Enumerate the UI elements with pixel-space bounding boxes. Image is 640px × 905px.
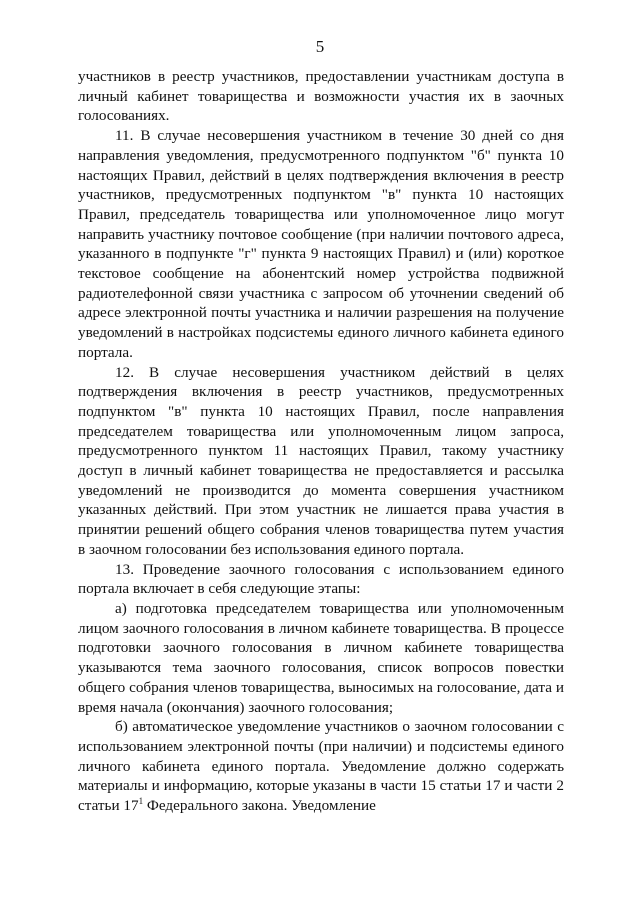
paragraph-12: 12. В случае несовершения участником действий в целях подтверждения включения в реестр участников, предусмотренных подпунктом "в" пункта 10 настоящих Правил, после направления председателем товарищества или уполномоченным лицом запроса, предусмотренного пунктом 11 настоящих Правил, такому участнику доступ в личный кабинет товарищества не предоставляется и рассылка уведомлений не производится до момента совершения участником указанных действий. При этом участник не лишается права участия в принятии решений общего собрания членов товарищества путем участия в заочном голосовании без использования единого портала. xyxy=(78,363,564,558)
paragraph-13b xyxy=(78,717,564,816)
paragraph-continuation: участников в реестр участников, предоставлении участникам доступа в личный кабинет товарищества и возможности участия их в заочных голосованиях. xyxy=(78,68,564,125)
paragraph-13a: а) подготовка председателем товарищества или уполномоченным лицом заочного голосования в личном кабинете товарищества. В процессе подготовки заочного голосования в личном кабинете товарищества указываются тема заочного голосования, список вопросов повестки общего собрания членов товарищества, выносимых на голосование, дата и время начала (окончания) заочного голосования; xyxy=(78,599,564,716)
paragraph-13b-text: б) автоматическое уведомление участников о заочном голосовании с использованием электронной почты (при наличии) и подсистемы единого личного кабинета единого портала. Уведомление должно содержать материалы и информацию, которые указаны в части 15 статьи 17 и части 2 статьи 17 xyxy=(78,718,564,815)
page-number: 5 xyxy=(315,37,325,56)
paragraph-11: 11. В случае несовершения участником в течение 30 дней со дня направления уведомления, предусмотренного подпунктом "б" пункта 10 настоящих Правил, действий в целях подтверждения включения в реестр участников, предусмотренных подпунктом "в" пункта 10 настоящих Правил, председатель товарищества или уполномоченное лицо могут направить участнику почтовое сообщение (при наличии почтового адреса, указанного в подпункте "г" пункта 9 настоящих Правил) и (или) короткое текстовое сообщение на абонентский номер устройства подвижной радиотелефонной связи участника с запросом об уточнении сведений об адресе электронной почты участника и наличии разрешения на получение уведомлений в настройках подсистемы единого личного кабинета единого портала. xyxy=(78,127,564,361)
document-body xyxy=(78,67,564,816)
paragraph-13: 13. Проведение заочного голосования с использованием единого портала включает в себя следующие этапы: xyxy=(78,560,564,598)
superscript-marker: 1 xyxy=(138,796,144,807)
paragraph-13b-tail: Федерального закона. Уведомление xyxy=(143,797,376,815)
